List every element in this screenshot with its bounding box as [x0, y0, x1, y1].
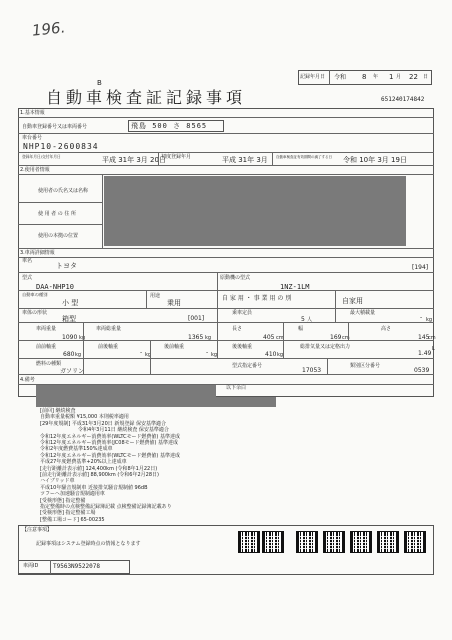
length-label: 長さ [232, 326, 243, 332]
first-year-label: 初度登録年月 [161, 154, 192, 160]
disp-label: 総排気量又は定格出力 [300, 344, 351, 350]
reg-value: 飛島 500 さ 8565 [131, 122, 208, 130]
remark-line: [29年度規制] 平成31年3月20日 新規登録 保安基準適合 [40, 420, 166, 427]
ffw-unit: kg [75, 352, 82, 358]
record-date-day: 22 [409, 73, 418, 81]
weight-unit: kg [79, 335, 86, 341]
body-code: [001] [188, 315, 205, 322]
remark-line: 平成27年度燃費基準+20%以上達成車 [40, 459, 127, 466]
width-unit: cm [342, 335, 350, 341]
class-value: 0539 [414, 367, 430, 374]
record-date-d: 日 [423, 74, 429, 80]
remark-line: 自動車重量税額 ¥15,000 本則税率適用 [40, 414, 129, 421]
remark-line: [前回] 継続検査 [40, 408, 76, 414]
gross-value: 1365 [188, 334, 204, 341]
remark-line: ツフーヘ加速騒音規制適用車 [40, 491, 105, 498]
weight-label: 車両重量 [36, 326, 57, 332]
expiry-value: 令和 10年 3月 19日 [343, 156, 407, 164]
length-unit: cm [276, 335, 284, 341]
gross-label: 車両総重量 [96, 326, 122, 332]
maker-code: [194] [412, 264, 429, 271]
cert-value: 17053 [302, 367, 322, 374]
qr-code-3 [296, 531, 318, 553]
use-value: 乗用 [167, 299, 181, 307]
capacity-label: 乗車定員 [232, 310, 253, 316]
remark-line: [受検形態] 指定整備工場 [40, 510, 96, 517]
record-date-year: 8 [362, 73, 367, 81]
maxload-value: - [420, 314, 423, 321]
chassis-value: NHP10-2600834 [23, 142, 99, 151]
disp-unit: L [432, 346, 435, 352]
notes-heading: 【注意事項】 [22, 527, 53, 533]
qr-code-5 [350, 531, 372, 553]
length-value: 405 [263, 334, 275, 341]
remark-line: 令和12年度エネルギー消費効率(WLTCモード燃費値) 基準達成 [40, 452, 180, 459]
remark-line: [受検形態] 指定整備 [40, 497, 86, 504]
frw-value: - [140, 349, 143, 356]
redacted-user-info [104, 176, 406, 246]
class-label: 類別区分番号 [350, 363, 381, 369]
record-date-y: 年 [373, 74, 379, 80]
record-date-month: 1 [389, 73, 394, 81]
rfw-label: 後前軸重 [164, 344, 185, 350]
vehicle-id-label: 車両ID [23, 563, 39, 569]
record-date-era: 令和 [334, 74, 347, 81]
fuel-value: ガソリン [60, 368, 85, 375]
record-date-label: 記録年月日 [300, 74, 326, 80]
model-value: DAA-NHP10 [36, 283, 74, 291]
redacted-remarks-strip [36, 397, 276, 407]
engine-value: 1NZ-1LM [280, 283, 310, 291]
purpose-label: 自 家 用 ・ 事 業 用 の 別 [222, 295, 292, 302]
qr-code-7 [404, 531, 426, 553]
rfw-value: - [206, 349, 209, 356]
remark-line: 令和12年度エネルギー消費効率(JC08モード燃費値) 基準達成 [40, 440, 178, 446]
maxload-label: 最大積載量 [350, 310, 376, 316]
user-name-label: 使用者の氏名又は名称 [38, 188, 89, 194]
cert-label: 型式指定番号 [232, 363, 263, 369]
chassis-label: 車台番号 [22, 135, 43, 141]
remark-line: 令和12年度エネルギー消費効率(WLTCモード燃費値) 基準達成 [40, 433, 180, 440]
qr-code-2 [262, 531, 284, 553]
weight-value: 1090 [62, 334, 78, 341]
document-title: 自動車検査証記録事項 [46, 88, 247, 107]
height-label: 高さ [381, 326, 392, 332]
rrw-value: 410 [265, 351, 277, 358]
frw-unit: kg [145, 352, 152, 358]
header-small-label: B [97, 79, 102, 87]
vehicle-id-value: T9563N9522078 [53, 563, 100, 570]
reg-label: 自動車登録番号又は車両番号 [22, 124, 88, 130]
first-reg-label: 登録年月日/交付年月日 [22, 154, 61, 160]
use-label: 用途 [150, 293, 161, 299]
height-value: 145 [418, 334, 430, 341]
rrw-unit: kg [277, 352, 284, 358]
body-value: 箱型 [62, 315, 76, 323]
sec1-heading: 1.基本情報 [20, 110, 45, 116]
remark-line: [整備工場コード] 65-00235 [40, 516, 105, 523]
gross-unit: kg [205, 335, 212, 341]
height-unit: cm [428, 335, 436, 341]
handwritten-note: 196. [31, 18, 67, 40]
frw-label: 前後軸重 [98, 344, 119, 350]
purpose-value: 自家用 [342, 297, 363, 305]
engine-label: 原動機の型式 [220, 275, 251, 281]
remark-line: 令和4年3月11日 継続検査 保安基準適合 [78, 427, 169, 434]
sec4-heading: 4.備考 [20, 377, 35, 383]
fuel-label: 燃料の種類 [36, 361, 62, 367]
remark-line: ハイブリッド車 [40, 478, 75, 485]
first-year-value: 平成 31年 3月 [222, 156, 268, 164]
qr-code-4 [323, 531, 345, 553]
ffw-value: 680 [63, 351, 75, 358]
remark-line: [走行距離計表示値] 124,400km (令和8年1月22日) [40, 465, 158, 472]
notes-text: 記録事項はシステム登録時点の情報となります [36, 541, 141, 547]
sec2-heading: 2.使用者情報 [20, 167, 50, 173]
capacity-unit: 人 [307, 317, 313, 323]
qr-code-1 [238, 531, 260, 553]
remarks-below: 以下余白 [226, 385, 247, 391]
qr-code-6 [377, 531, 399, 553]
remark-line: 指定整備時の点検整備記録簿記載 点検整備記録簿記載あり [40, 504, 172, 510]
sec3-heading: 3.車両詳細情報 [20, 250, 55, 256]
capacity-value: 5 [301, 316, 305, 323]
maker-label: 車名 [22, 258, 33, 264]
expiry-label: 自動車検査証有効期間の満了する日 [276, 155, 333, 160]
disp-value: 1.49 [418, 350, 432, 357]
remark-line: [前走行距離計表示値] 88,900km (令和6年2月28日) [40, 472, 159, 478]
ffw-label: 前前軸重 [36, 344, 57, 350]
rrw-label: 後後軸重 [232, 344, 253, 350]
user-base-label: 使用の本拠の位置 [38, 233, 79, 239]
first-reg-value: 平成 31年 3月 20日 [102, 156, 166, 164]
maxload-unit: kg [426, 317, 433, 323]
width-label: 幅 [298, 326, 304, 332]
rfw-unit: kg [211, 352, 218, 358]
body-label: 車体の形状 [22, 310, 48, 316]
remark-line: 令和2年度燃費基準150%達成車 [40, 446, 113, 453]
document-number: 651240174842 [381, 96, 425, 103]
user-address-label: 使 用 者 の 住 所 [38, 211, 76, 217]
record-date-m: 月 [396, 74, 402, 80]
maker-value: トヨタ [56, 262, 77, 270]
width-value: 169 [330, 334, 342, 341]
model-label: 型式 [22, 275, 33, 281]
kind-value: 小 型 [62, 299, 79, 307]
kind-label: 自動車の種別 [22, 292, 48, 298]
remark-line: 平成10年騒音規制車 近接排気騒音規制値 96dB [40, 484, 148, 491]
